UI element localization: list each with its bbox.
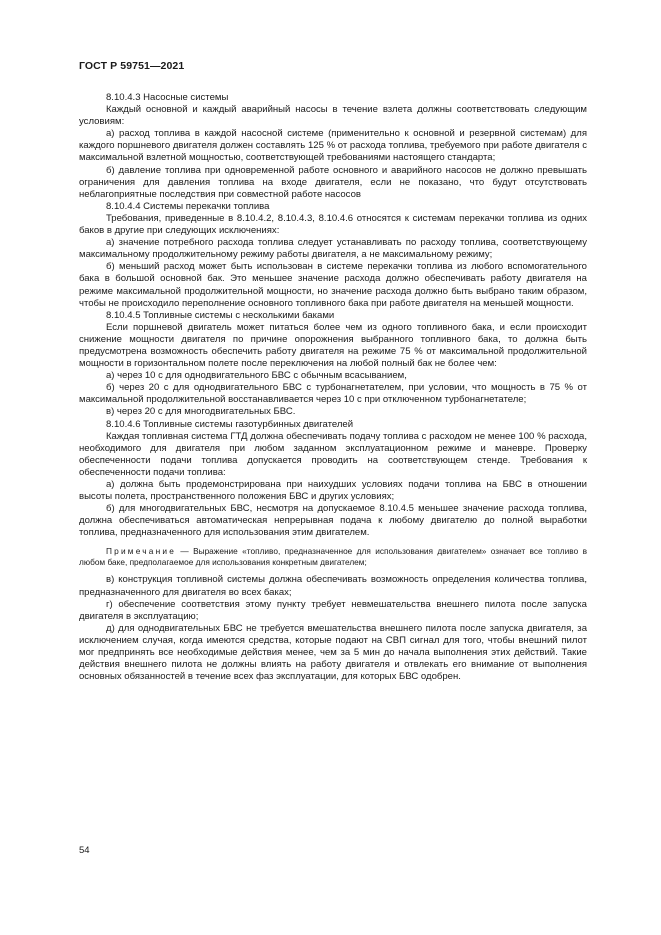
body-paragraph: Требования, приведенные в 8.10.4.2, 8.10.4.3, 8.10.4.6 относятся к системам перекачки топлива из одних баков в другие при следующих исключениях: [79, 212, 587, 237]
list-item-a: а) расход топлива в каждой насосной системе (применительно к основной и резервной системам) для каждого поршневого двигателя должен составлять 125 % от расхода топлива, требуемого при работе двигателя с максимальной взлетной мощностью, соответствующей требованиями настоящего стандарта; [79, 128, 587, 164]
list-item-b: б) давление топлива при одновременной работе основного и аварийного насосов не должно превышать ограничения для давления топлива на входе двигателя, если не показано, что будут отсутствовать неблагоприятные последствия при совместной работе насосов [79, 164, 587, 200]
page-number: 54 [79, 845, 90, 856]
list-item-b: б) меньший расход может быть использован в системе перекачки топлива из любого вспомогательного бака в большой основной бак. Это меньшее значение расхода должно обеспечивать работу двигателя на режиме максимальной продолжительной мощности, но значение расхода должно быть выбрано таким образом, чтобы не происходило переполнение основного топливного бака при работе двигателя на меньшей мощности. [79, 261, 587, 309]
list-item-b: б) для многодвигательных БВС, несмотря на допускаемое 8.10.4.5 меньшее значение расхода топлива, должна обеспечиваться автоматическая непрерывная подача к любому двигателю до полной выработки топлива, предназначенного для использования этим двигателем. [79, 503, 587, 539]
note-label: Примечание [106, 546, 177, 557]
list-item-c: в) через 20 с для многодвигательных БВС. [106, 406, 296, 418]
list-item-d: д) для однодвигательных БВС не требуется вмешательства внешнего пилота после запуска двигателя, за исключением случая, когда имеются средства, которые подают на СВП сигнал для того, чтобы внешний пилот мог предпринять все необходимые действия менее, чем за 5 мин до начала выполнения этих действий. Такие действия внешнего пилота не должны влиять на работу двигателя и отвлекать его внимание от выполнения основных обязанностей в течение всех фаз эксплуатации, для которых БВС одобрен. [79, 622, 587, 683]
document-body [79, 92, 587, 683]
list-item-v: в) конструкция топливной системы должна обеспечивать возможность определения количества топлива, предназначенного для двигателя во всех баках; [79, 574, 587, 598]
section-heading-8-10-4-5: 8.10.4.5 Топливные системы с несколькими баками [106, 309, 335, 321]
list-item-b: б) через 20 с для однодвигательного БВС с турбонагнетателем, при условии, что мощность в 75 % от максимальной продолжительной восстанавливается через 10 с при отключенном турбонагнетателе; [79, 382, 587, 406]
body-paragraph: Каждая топливная система ГТД должна обеспечивать подачу топлива с расходом не менее 100 % расхода, необходимого для двигателя при любом заданном эксплуатационном режиме и маневре. Проверку обеспеченности подачи топлива допускается проводить на соответствующем стенде. Требования к обеспеченности подачи топлива: [79, 430, 587, 478]
note-paragraph [79, 546, 587, 568]
list-item-g: г) обеспечение соответствия этому пункту требует невмешательства внешнего пилота после запуска двигателя в эксплуатацию; [79, 598, 587, 622]
standard-header: ГОСТ Р 59751—2021 [79, 60, 185, 72]
note-text: — Выражение «топливо, предназначенное для использования двигателем» означает все топливо в любом баке, предполагаемое для использования конкретным двигателем; [79, 546, 587, 568]
list-item-a: а) значение потребного расхода топлива следует устанавливать по расходу топлива, соответствующему максимальному продолжительному режиму работы двигателя, а не максимальному режиму; [79, 237, 587, 261]
list-item-a: а) должна быть продемонстрирована при наихудших условиях подачи топлива на БВС в отношении высоты полета, пространственного положения БВС и других условиях; [79, 479, 587, 503]
section-heading-8-10-4-6: 8.10.4.6 Топливные системы газотурбинных двигателей [106, 418, 354, 430]
section-heading-8-10-4-3: 8.10.4.3 Насосные системы [106, 92, 229, 103]
list-item-a: а) через 10 с для однодвигательного БВС с обычным всасыванием, [106, 370, 407, 382]
section-heading-8-10-4-4: 8.10.4.4 Системы перекачки топлива [106, 200, 270, 212]
body-paragraph: Каждый основной и каждый аварийный насосы в течение взлета должны соответствовать следующим условиям: [79, 104, 587, 128]
body-paragraph: Если поршневой двигатель может питаться более чем из одного топливного бака, и если происходит снижение мощности двигателя по причине опорожнения выбранного топливного бака, то должна быть предусмотрена возможность обеспечить работу двигателя на режиме 75 % от максимальной продолжительной мощности в горизонтальном полете после переключения на любой полный бак не более чем: [79, 321, 587, 370]
